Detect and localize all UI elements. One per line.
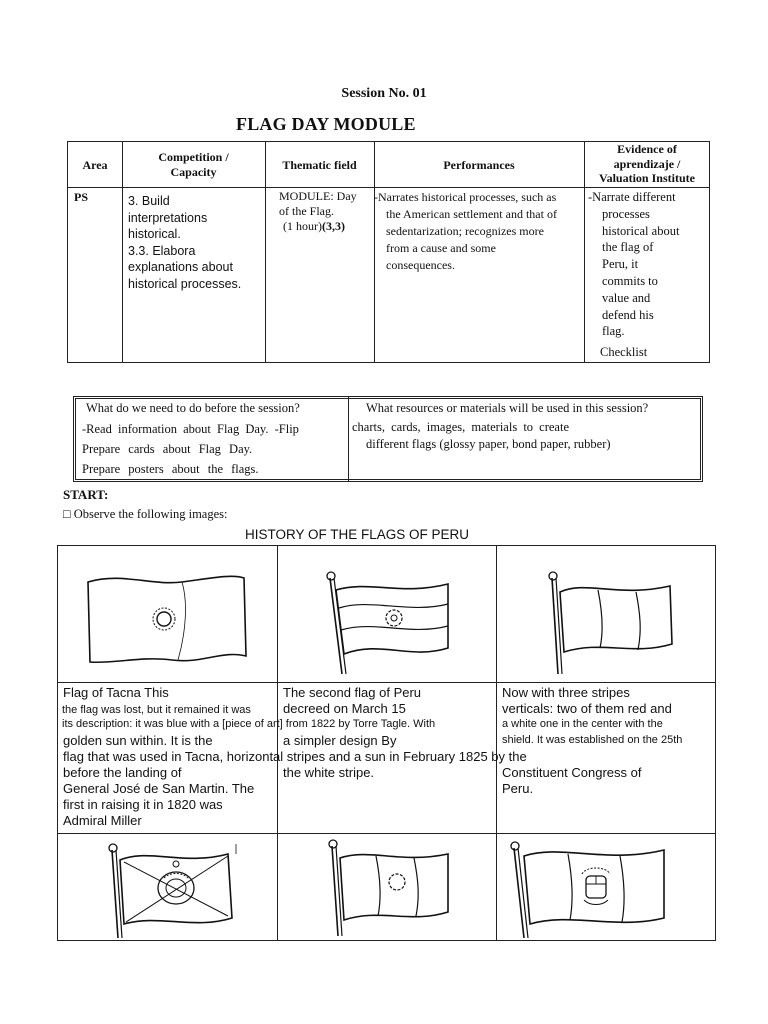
caption-second-flag-line: a simpler design By: [283, 733, 397, 748]
table-divider: [58, 682, 715, 683]
caption-third-flag-line: Peru.: [502, 781, 534, 796]
row-evidence: -Narrate different processes historical about the flag of Peru, it commits to value and defend his flag.: [588, 190, 680, 339]
before-session-header: What do we need to do before the session?: [86, 401, 300, 415]
module-title: FLAG DAY MODULE: [236, 114, 416, 134]
caption-tacna-line: Admiral Miller: [63, 813, 142, 828]
caption-third-flag-line: shield. It was established on the 25th: [502, 734, 683, 746]
table-divider: [348, 397, 349, 481]
start-instruction: □ Observe the following images:: [63, 507, 228, 521]
caption-tacna-line: its description: it was blue with a [piece of art] from 1822 by Torre Tagle. With: [62, 718, 436, 730]
resources-list: charts, cards, images, materials to create different flags (glossy paper, bond paper, rubber): [352, 420, 611, 451]
header-thematic-field: Thematic field: [282, 158, 357, 172]
caption-tacna-line: golden sun within. It is the: [63, 733, 213, 748]
fourth-flag-of-peru-icon: [104, 838, 254, 938]
caption-second-flag: The second flag of Peru: [283, 685, 422, 700]
resources-table: [73, 396, 703, 482]
flags-grid: [57, 545, 716, 941]
table-divider: [496, 546, 497, 940]
resources-header: What resources or materials will be used in this session?: [366, 401, 649, 415]
caption-tacna-line: first in raising it in 1820 was: [63, 797, 223, 812]
table-divider: [68, 187, 709, 188]
caption-tacna: Flag of Tacna This: [63, 685, 169, 700]
header-competition: Competition / Capacity: [158, 150, 229, 179]
row-competition: 3. Build interpretations historical. 3.3. Elabora explanations about historical processes.: [128, 194, 242, 291]
caption-tacna-line: before the landing of: [63, 765, 182, 780]
caption-third-flag-line: verticals: two of them red and: [502, 701, 672, 716]
third-flag-of-peru-icon: [542, 570, 682, 676]
checkbox-bullet-icon: □: [63, 507, 71, 521]
header-performances: Performances: [443, 158, 515, 172]
row-thematic-field: MODULE: Day of the Flag. (1 hour)(3,3): [279, 189, 357, 233]
current-flag-of-peru-icon: [506, 838, 676, 938]
table-divider: [58, 833, 715, 834]
caption-second-flag-line: decreed on March 15: [283, 701, 406, 716]
caption-tacna-line: General José de San Martin. The: [63, 781, 255, 796]
table-divider: [277, 546, 278, 940]
row-area: PS: [74, 190, 89, 204]
flag-of-tacna-icon: [82, 572, 254, 668]
header-evidence: Evidence of aprendizaje / Valuation Institute: [599, 142, 695, 185]
checklist-label: Checklist: [600, 345, 648, 359]
caption-tacna-line: flag that was used in Tacna, horizontal stripes and a sun in February 1825 by the: [63, 749, 527, 764]
before-session-list: -Read information about Flag Day. -Flip Prepare cards about Flag Day. Prepare posters about the flags.: [82, 422, 299, 476]
caption-tacna-line: the flag was lost, but it remained it was: [62, 704, 251, 716]
caption-second-flag-line: the white stripe.: [283, 765, 375, 780]
caption-third-flag-line: Constituent Congress of: [502, 765, 642, 780]
header-area: Area: [82, 158, 108, 172]
caption-third-flag-line: a white one in the center with the: [502, 718, 663, 730]
competency-table: [67, 141, 710, 363]
start-label: START:: [63, 487, 109, 502]
table-divider: [265, 142, 266, 362]
flags-section-title: HISTORY OF THE FLAGS OF PERU: [245, 527, 470, 542]
caption-third-flag: Now with three stripes: [502, 685, 630, 700]
row-performances: -Narrates historical processes, such as the American settlement and that of sedentarization; recognizes more from a cause and some consequences.: [374, 190, 557, 272]
second-flag-of-peru-icon: [320, 570, 460, 676]
session-number: Session No. 01: [341, 86, 427, 101]
fifth-flag-of-peru-icon: [320, 836, 460, 936]
